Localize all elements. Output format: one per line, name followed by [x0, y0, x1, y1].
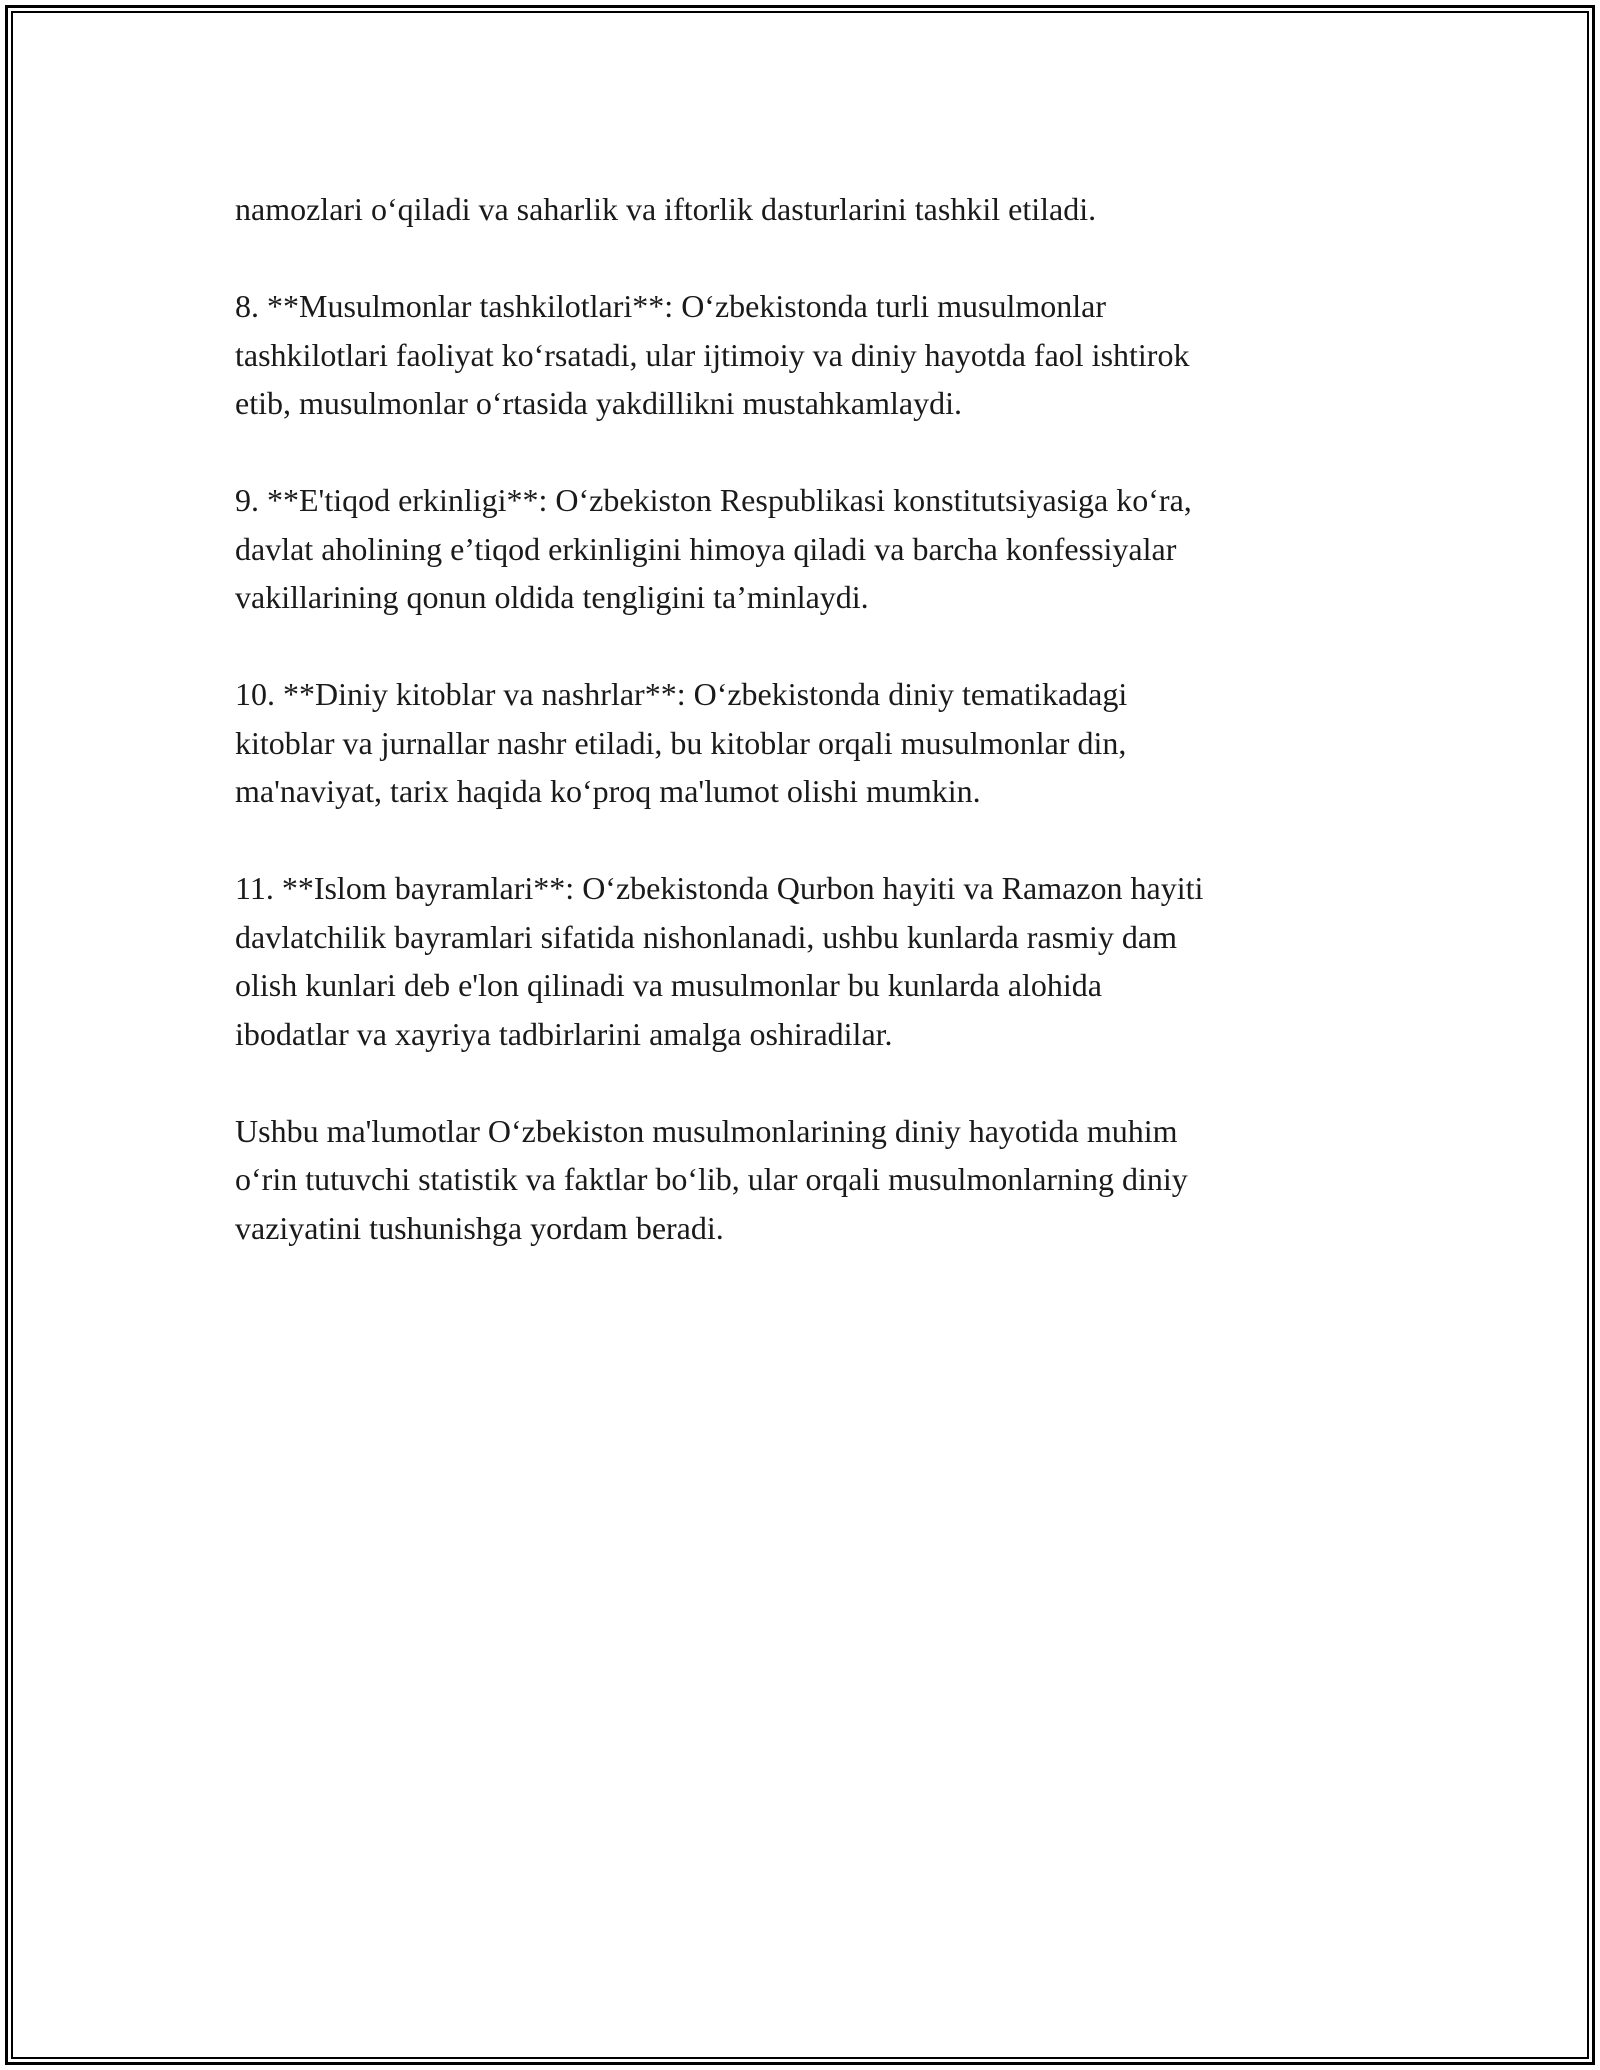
paragraph-item-10: 10. **Diniy kitoblar va nashrlar**: O‘zbekistonda diniy tematikadagi kitoblar va jurnallar nashr etiladi, bu kitoblar orqali musulmonlar din, ma'naviyat, tarix haqida ko‘proq ma'lumot olishi mumkin. [235, 676, 1128, 809]
paragraph-item-9: 9. **E'tiqod erkinligi**: O‘zbekiston Respublikasi konstitutsiyasiga ko‘ra, davlat aholining e’tiqod erkinligini himoya qiladi va barcha konfessiyalar vakillarining qonun oldida tengligini ta’minlaydi. [235, 482, 1192, 615]
document-body [235, 185, 1365, 1301]
paragraph-continuation: namozlari o‘qiladi va saharlik va iftorlik dasturlarini tashkil etiladi. [235, 191, 1097, 227]
paragraph-conclusion: Ushbu ma'lumotlar O‘zbekiston musulmonlarining diniy hayotida muhim o‘rin tutuvchi statistik va faktlar bo‘lib, ular orqali musulmonlarning diniy vaziyatini tushunishga yordam beradi. [235, 1112, 1188, 1246]
paragraph-item-8: 8. **Musulmonlar tashkilotlari**: O‘zbekistonda turli musulmonlar tashkilotlari faoliyat ko‘rsatadi, ular ijtimoiy va diniy hayotda faol ishtirok etib, musulmonlar o‘rtasida yakdillikni mustahkamlaydi. [235, 288, 1190, 421]
paragraph-item-11: 11. **Islom bayramlari**: O‘zbekistonda Qurbon hayiti va Ramazon hayiti davlatchilik bayramlari sifatida nishonlanadi, ushbu kunlarda rasmiy dam olish kunlari deb e'lon qilinadi va musulmonlar bu kunlarda alohida ibodatlar va xayriya tadbirlarini amalga oshiradilar. [235, 870, 1204, 1052]
